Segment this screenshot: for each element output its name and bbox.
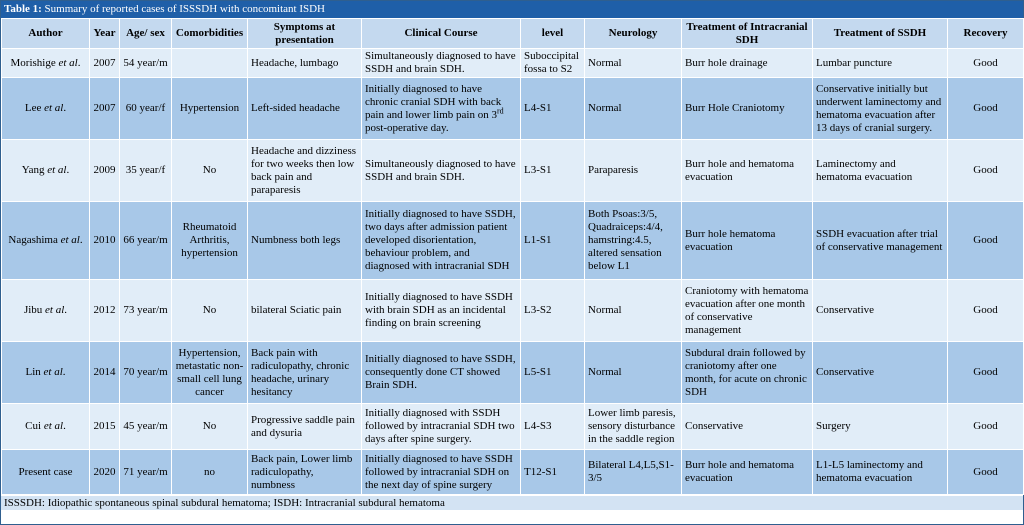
cell-neurology: Normal <box>585 342 682 404</box>
table-caption <box>1 1 1023 18</box>
cell-year: 2014 <box>90 342 120 404</box>
header-recovery: Recovery <box>948 19 1024 49</box>
cell-clinical-course: Initially diagnosed to have SSDH followed by intracranial SDH on the next day of spine surgery <box>362 450 521 495</box>
table-row <box>2 342 1024 404</box>
cell-recovery: Good <box>948 78 1024 140</box>
cell-treatment-ssdh: Surgery <box>813 404 948 450</box>
cell-symptoms: Numbness both legs <box>248 202 362 280</box>
cell-neurology: Lower limb paresis, sensory disturbance in the saddle region <box>585 404 682 450</box>
cell-symptoms: Headache, lumbago <box>248 49 362 78</box>
cell-author: Nagashima et al. <box>2 202 90 280</box>
cell-level: L3-S2 <box>521 280 585 342</box>
table-row <box>2 280 1024 342</box>
cell-year: 2007 <box>90 78 120 140</box>
cell-symptoms: Progressive saddle pain and dysuria <box>248 404 362 450</box>
header-treatment-isdh: Treatment of Intracranial SDH <box>682 19 813 49</box>
cell-neurology: Bilateral L4,L5,S1-3/5 <box>585 450 682 495</box>
cell-symptoms: Headache and dizziness for two weeks then low back pain and paraparesis <box>248 140 362 202</box>
cell-age-sex: 45 year/m <box>120 404 172 450</box>
cell-level: T12-S1 <box>521 450 585 495</box>
cell-recovery: Good <box>948 280 1024 342</box>
cell-treatment-isdh: Conservative <box>682 404 813 450</box>
cell-level: L4-S3 <box>521 404 585 450</box>
cell-treatment-isdh: Craniotomy with hematoma evacuation after one month of conservative management <box>682 280 813 342</box>
cell-author: Present case <box>2 450 90 495</box>
table-row <box>2 450 1024 495</box>
cell-symptoms: bilateral Sciatic pain <box>248 280 362 342</box>
cell-treatment-isdh: Burr hole and hematoma evacuation <box>682 140 813 202</box>
table-row <box>2 404 1024 450</box>
cell-treatment-ssdh: SSDH evacuation after trial of conservative management <box>813 202 948 280</box>
cell-recovery: Good <box>948 202 1024 280</box>
cell-neurology: Normal <box>585 49 682 78</box>
cell-level: L3-S1 <box>521 140 585 202</box>
cell-treatment-isdh: Burr hole hematoma evacuation <box>682 202 813 280</box>
cell-level: L1-S1 <box>521 202 585 280</box>
cell-age-sex: 71 year/m <box>120 450 172 495</box>
cell-comorbidities: Rheumatoid Arthritis, hypertension <box>172 202 248 280</box>
header-neurology: Neurology <box>585 19 682 49</box>
cell-treatment-ssdh: Lumbar puncture <box>813 49 948 78</box>
cell-age-sex: 66 year/m <box>120 202 172 280</box>
caption-label: Table 1: <box>4 3 42 15</box>
cell-comorbidities: no <box>172 450 248 495</box>
cell-comorbidities: No <box>172 280 248 342</box>
cell-neurology: Normal <box>585 280 682 342</box>
cell-clinical-course: Simultaneously diagnosed to have SSDH and brain SDH. <box>362 49 521 78</box>
cell-year: 2009 <box>90 140 120 202</box>
cell-year: 2015 <box>90 404 120 450</box>
header-author: Author <box>2 19 90 49</box>
cell-treatment-ssdh: L1-L5 laminectomy and hematoma evacuation <box>813 450 948 495</box>
cell-author: Lin et al. <box>2 342 90 404</box>
cell-year: 2007 <box>90 49 120 78</box>
cell-symptoms: Back pain with radiculopathy, chronic headache, urinary hesitancy <box>248 342 362 404</box>
cell-recovery: Good <box>948 342 1024 404</box>
cell-author: Lee et al. <box>2 78 90 140</box>
cell-treatment-ssdh: Laminectomy and hematoma evacuation <box>813 140 948 202</box>
cell-age-sex: 73 year/m <box>120 280 172 342</box>
header-age-sex: Age/ sex <box>120 19 172 49</box>
cell-comorbidities <box>172 49 248 78</box>
caption-text: Summary of reported cases of ISSSDH with concomitant ISDH <box>41 3 326 15</box>
cell-clinical-course: Initially diagnosed with SSDH followed by intracranial SDH two days after spine surgery. <box>362 404 521 450</box>
table-row <box>2 49 1024 78</box>
cell-treatment-isdh: Burr hole drainage <box>682 49 813 78</box>
cell-author: Jibu et al. <box>2 280 90 342</box>
cell-recovery: Good <box>948 450 1024 495</box>
cell-age-sex: 35 year/f <box>120 140 172 202</box>
cell-treatment-isdh: Burr Hole Craniotomy <box>682 78 813 140</box>
table-footnote: ISSSDH: Idiopathic spontaneous spinal subdural hematoma; ISDH: Intracranial subdural hematoma <box>1 495 1023 510</box>
cell-recovery: Good <box>948 140 1024 202</box>
cell-symptoms: Back pain, Lower limb radiculopathy, numbness <box>248 450 362 495</box>
cell-symptoms: Left-sided headache <box>248 78 362 140</box>
cell-author: Yang et al. <box>2 140 90 202</box>
table-row <box>2 140 1024 202</box>
cell-author: Morishige et al. <box>2 49 90 78</box>
header-row <box>2 19 1024 49</box>
header-clinical-course: Clinical Course <box>362 19 521 49</box>
cell-age-sex: 70 year/m <box>120 342 172 404</box>
cell-treatment-ssdh: Conservative initially but underwent laminectomy and hematoma evacuation after 13 days of cranial surgery. <box>813 78 948 140</box>
cell-year: 2012 <box>90 280 120 342</box>
cell-neurology: Both Psoas:3/5, Quadraiceps:4/4, hamstring:4.5, altered sensation below L1 <box>585 202 682 280</box>
header-symptoms: Symptoms at presentation <box>248 19 362 49</box>
cell-clinical-course: Initially diagnosed to have SSDH, consequently done CT showed Brain SDH. <box>362 342 521 404</box>
cell-treatment-isdh: Burr hole and hematoma evacuation <box>682 450 813 495</box>
table-row <box>2 78 1024 140</box>
header-year: Year <box>90 19 120 49</box>
cell-year: 2010 <box>90 202 120 280</box>
case-summary-table <box>1 18 1024 495</box>
cell-clinical-course: Initially diagnosed to have SSDH, two days after admission patient developed disorientation, behaviour problem, and diagnosed with intracranial SDH <box>362 202 521 280</box>
cell-neurology: Normal <box>585 78 682 140</box>
header-level: level <box>521 19 585 49</box>
cell-level: L4-S1 <box>521 78 585 140</box>
cell-age-sex: 54 year/m <box>120 49 172 78</box>
cell-author: Cui et al. <box>2 404 90 450</box>
cell-level: Suboccipital fossa to S2 <box>521 49 585 78</box>
header-treatment-ssdh: Treatment of SSDH <box>813 19 948 49</box>
table-row <box>2 202 1024 280</box>
cell-clinical-course: Initially diagnosed to have SSDH with brain SDH as an incidental finding on brain screening <box>362 280 521 342</box>
cell-age-sex: 60 year/f <box>120 78 172 140</box>
cell-neurology: Paraparesis <box>585 140 682 202</box>
cell-clinical-course: Initially diagnosed to have chronic cranial SDH with back pain and lower limb pain on 3rd post-operative day. <box>362 78 521 140</box>
cell-comorbidities: No <box>172 140 248 202</box>
cell-comorbidities: Hypertension <box>172 78 248 140</box>
cell-recovery: Good <box>948 404 1024 450</box>
cell-treatment-ssdh: Conservative <box>813 280 948 342</box>
header-comorbidities: Comorbidities <box>172 19 248 49</box>
cell-treatment-ssdh: Conservative <box>813 342 948 404</box>
cell-clinical-course: Simultaneously diagnosed to have SSDH and brain SDH. <box>362 140 521 202</box>
cell-comorbidities: No <box>172 404 248 450</box>
cell-comorbidities: Hypertension, metastatic non-small cell lung cancer <box>172 342 248 404</box>
cell-year: 2020 <box>90 450 120 495</box>
cell-level: L5-S1 <box>521 342 585 404</box>
cell-treatment-isdh: Subdural drain followed by craniotomy after one month, for acute on chronic SDH <box>682 342 813 404</box>
cell-recovery: Good <box>948 49 1024 78</box>
